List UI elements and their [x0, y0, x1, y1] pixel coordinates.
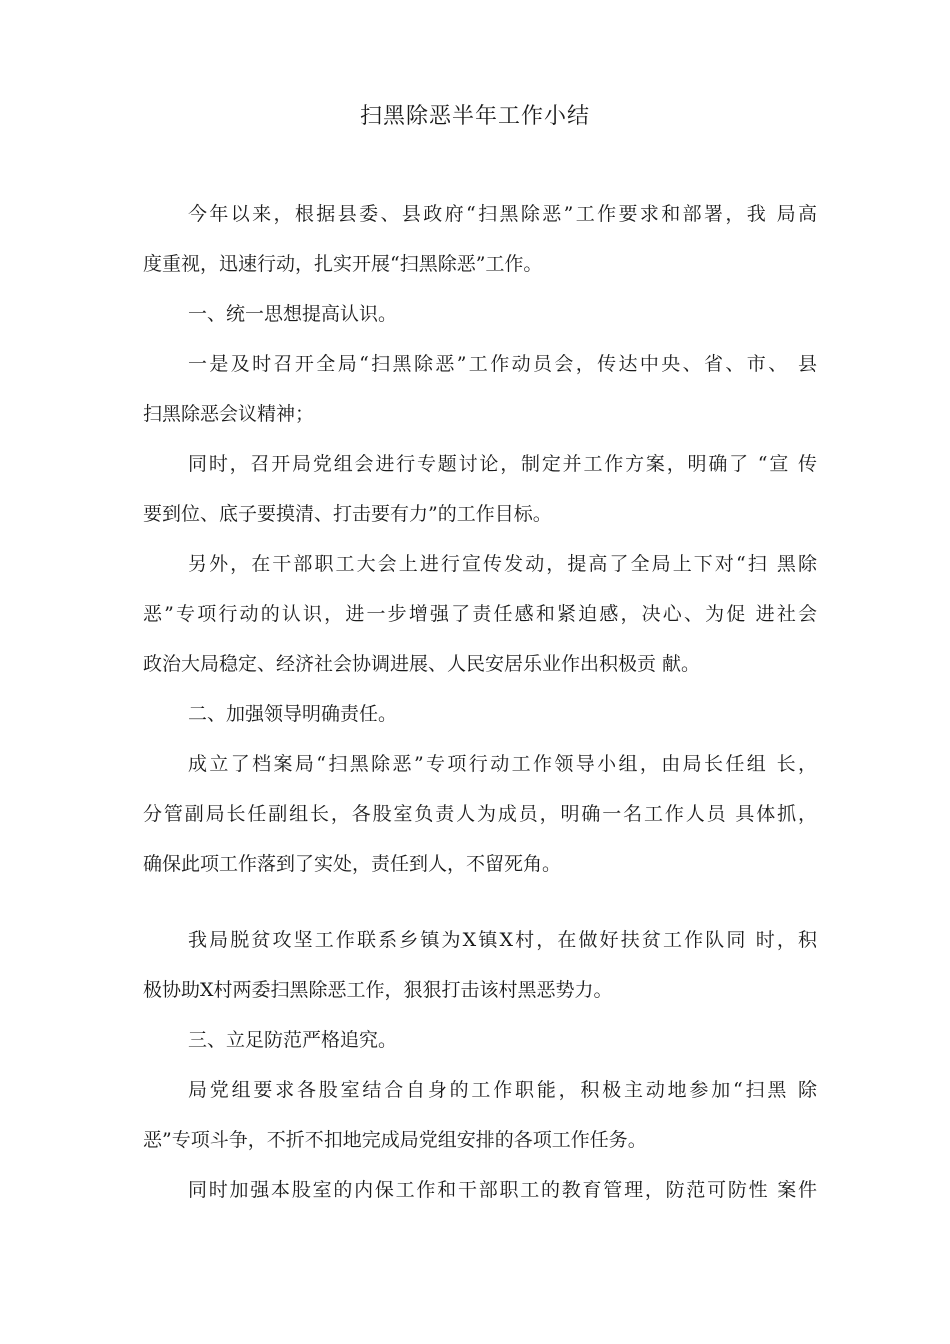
paragraph-line: 同时加强本股室的内保工作和干部职工的教育管理，防范可防性 案件 [188, 1179, 817, 1201]
paragraph-line: 政治大局稳定、经济社会协调进展、人民安居乐业作出积极贡 献。 [143, 653, 701, 675]
paragraph-line: 一是及时召开全局“扫黑除恶”工作动员会，传达中央、省、市、 县 [188, 353, 817, 375]
paragraph-line: 今年以来，根据县委、县政府“扫黑除恶”工作要求和部署，我 局高 [188, 203, 817, 225]
paragraph-line: 同时，召开局党组会进行专题讨论，制定并工作方案，明确了 “宣 传 [188, 453, 817, 475]
paragraph-line: 恶”专项行动的认识，进一步增强了责任感和紧迫感，决心、为促 进社会 [143, 603, 817, 625]
paragraph-line: 局党组要求各股室结合自身的工作职能，积极主动地参加“扫黑 除 [188, 1079, 817, 1101]
paragraph-line: 分管副局长任副组长，各股室负责人为成员，明确一名工作人员 具体抓， [143, 803, 817, 825]
paragraph-line: 另外，在干部职工大会上进行宣传发动，提高了全局上下对“扫 黑除 [188, 553, 817, 575]
section-heading: 二、加强领导明确责任。 [188, 703, 398, 725]
section-heading: 三、立足防范严格追究。 [188, 1029, 398, 1051]
section-heading: 一、统一思想提高认识。 [188, 303, 398, 325]
paragraph-line: 度重视，迅速行动，扎实开展“扫黑除恶”工作。 [143, 253, 543, 275]
paragraph-line: 扫黑除恶会议精神； [143, 403, 315, 425]
paragraph-line: 确保此项工作落到了实处，责任到人，不留死角。 [143, 853, 562, 875]
document-title: 扫黑除恶半年工作小结 [359, 104, 590, 129]
paragraph-line: 恶”专项斗争，不折不扣地完成局党组安排的各项工作任务。 [143, 1129, 647, 1151]
paragraph-line: 要到位、底子要摸清、打击要有力”的工作目标。 [143, 503, 552, 525]
paragraph-line: 我局脱贫攻坚工作联系乡镇为X镇X村，在做好扶贫工作队同 时，积 [188, 929, 817, 951]
paragraph-line: 成立了档案局“扫黑除恶”专项行动工作领导小组，由局长任组 长， [188, 753, 817, 775]
paragraph-line: 极协助X村两委扫黑除恶工作，狠狠打击该村黑恶势力。 [143, 979, 613, 1001]
